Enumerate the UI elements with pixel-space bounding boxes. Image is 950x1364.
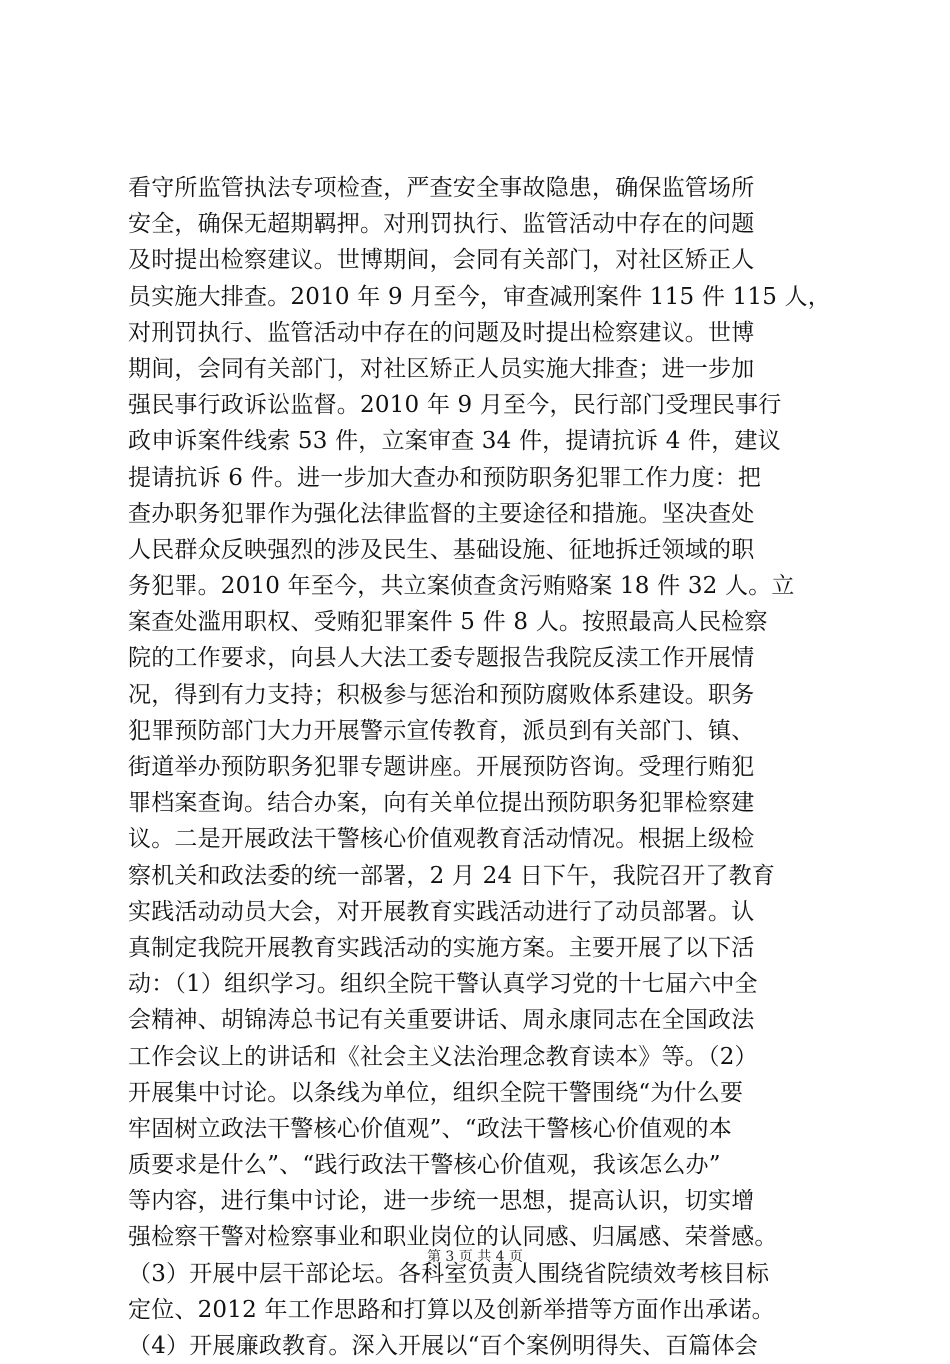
text-line: 政申诉案件线索 53 件，立案审查 34 件，提请抗诉 4 件，建议 [128,428,781,455]
text-line: 对刑罚执行、监管活动中存在的问题及时提出检察建议。世博 [128,319,755,346]
text-line: 罪档案查询。结合办案，向有关单位提出预防职务犯罪检察建 [128,790,755,817]
text-line: 牢固树立政法干警核心价值观”、“政法干警核心价值观的本 [128,1115,732,1142]
text-line: 人民群众反映强烈的涉及民生、基础设施、征地拆迁领域的职 [128,536,755,563]
text-line: 安全，确保无超期羁押。对刑罚执行、监管活动中存在的问题 [128,211,755,238]
text-line: 开展集中讨论。以条线为单位，组织全院干警围绕“为什么要 [128,1079,744,1106]
text-line: 真制定我院开展教育实践活动的实施方案。主要开展了以下活 [128,934,755,961]
text-line: 务犯罪。2010 年至今，共立案侦查贪污贿赂案 18 件 32 人。立 [128,573,795,600]
text-line: 质要求是什么”、“践行政法干警核心价值观，我该怎么办” [128,1152,721,1179]
page-footer: 第 3 页 共 4 页 [426,1249,524,1265]
text-line: （4）开展廉政教育。深入开展以“百个案例明得失、百篇体会 [128,1333,758,1359]
text-line: 提请抗诉 6 件。进一步加大查办和预防职务犯罪工作力度：把 [128,464,762,491]
text-line: 查办职务犯罪作为强化法律监督的主要途径和措施。坚决查处 [128,500,755,527]
text-line: 等内容，进行集中讨论，进一步统一思想，提高认识，切实增 [128,1188,755,1215]
text-line: 会精神、胡锦涛总书记有关重要讲话、周永康同志在全国政法 [128,1007,755,1034]
text-line: 街道举办预防职务犯罪专题讲座。开展预防咨询。受理行贿犯 [128,754,755,780]
text-line: 案查处滥用职权、受贿犯罪案件 5 件 8 人。按照最高人民检察 [128,609,768,636]
text-line: （3）开展中层干部论坛。各科室负责人围绕省院绩效考核目标 [128,1260,770,1287]
body-text [128,170,844,1364]
text-line: 强检察干警对检察事业和职业岗位的认同感、归属感、荣誉感。 [128,1224,778,1251]
text-line: 议。二是开展政法干警核心价值观教育活动情况。根据上级检 [128,826,755,853]
text-line: 期间，会同有关部门，对社区矫正人员实施大排查；进一步加 [128,355,755,382]
text-line: 况，得到有力支持；积极参与惩治和预防腐败体系建设。职务 [128,681,755,708]
text-line: 动：（1）组织学习。组织全院干警认真学习党的十七届六中全 [128,971,758,998]
text-line: 察机关和政法委的统一部署，2 月 24 日下午，我院召开了教育 [128,862,776,889]
text-line: 定位、2012 年工作思路和打算以及创新举措等方面作出承诺。 [128,1296,775,1323]
text-line: 院的工作要求，向县人大法工委专题报告我院反渎工作开展情 [128,645,755,672]
text-line: 犯罪预防部门大力开展警示宣传教育，派员到有关部门、镇、 [128,717,755,744]
text-line: 强民事行政诉讼监督。2010 年 9 月至今，民行部门受理民事行 [128,392,782,419]
text-line: 看守所监管执法专项检查，严查安全事故隐患，确保监管场所 [128,175,755,201]
text-line: 及时提出检察建议。世博期间，会同有关部门，对社区矫正人 [128,247,755,274]
text-line: 实践活动动员大会，对开展教育实践活动进行了动员部署。认 [128,898,755,925]
text-line: 工作会议上的讲话和《社会主义法治理念教育读本》等。（2） [128,1043,758,1070]
text-line: 员实施大排查。2010 年 9 月至今，审查减刑案件 115 件 115 人， [128,283,831,310]
